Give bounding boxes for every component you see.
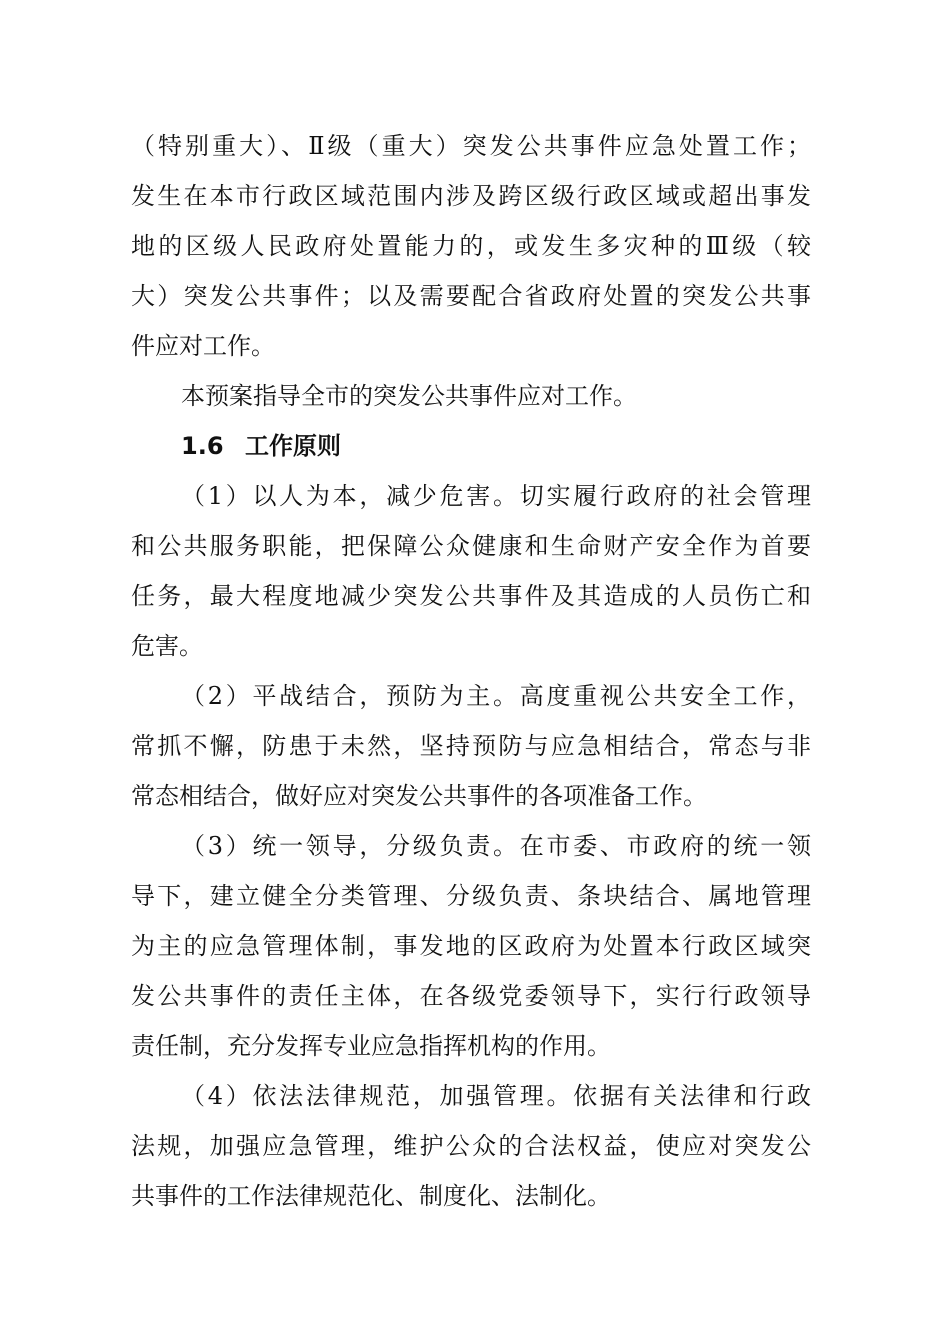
paragraph-line: 任务，最大程度地减少突发公共事件及其造成的人员伤亡和 (131, 582, 811, 610)
paragraph-line: （4）依法法律规范，加强管理。依据有关法律和行政 (181, 1082, 811, 1110)
paragraph-line: 常态相结合，做好应对突发公共事件的各项准备工作。 (131, 782, 707, 810)
paragraph-line: 本预案指导全市的突发公共事件应对工作。 (181, 382, 637, 410)
paragraph-line: 发生在本市行政区域范围内涉及跨区级行政区域或超出事发 (131, 182, 811, 210)
paragraph-line: 责任制，充分发挥专业应急指挥机构的作用。 (131, 1032, 611, 1060)
paragraph-line: （特别重大）、Ⅱ级（重大）突发公共事件应急处置工作； (131, 132, 811, 160)
paragraph-line: （2）平战结合，预防为主。高度重视公共安全工作， (181, 682, 811, 710)
paragraph-line: 法规，加强应急管理，维护公众的合法权益，使应对突发公 (131, 1132, 811, 1160)
paragraph-line: 大）突发公共事件；以及需要配合省政府处置的突发公共事 (131, 282, 811, 310)
paragraph-line: （1）以人为本，减少危害。切实履行政府的社会管理 (181, 482, 811, 510)
paragraph-line: 发公共事件的责任主体，在各级党委领导下，实行行政领导 (131, 982, 811, 1010)
paragraph-line: 共事件的工作法律规范化、制度化、法制化。 (131, 1182, 611, 1210)
section-title: 工作原则 (245, 432, 341, 460)
paragraph-line: 常抓不懈，防患于未然，坚持预防与应急相结合，常态与非 (131, 732, 811, 760)
paragraph-line: 导下，建立健全分类管理、分级负责、条块结合、属地管理 (131, 882, 811, 910)
section-number: 1.6 (181, 432, 224, 460)
paragraph-line: 危害。 (131, 632, 203, 660)
paragraph-line: 为主的应急管理体制，事发地的区政府为处置本行政区域突 (131, 932, 811, 960)
paragraph-line: 件应对工作。 (131, 332, 275, 360)
paragraph-line: 和公共服务职能，把保障公众健康和生命财产安全作为首要 (131, 532, 811, 560)
paragraph-line: （3）统一领导，分级负责。在市委、市政府的统一领 (181, 832, 811, 860)
section-heading (181, 431, 341, 461)
paragraph-line: 地的区级人民政府处置能力的，或发生多灾种的Ⅲ级（较 (131, 232, 811, 260)
